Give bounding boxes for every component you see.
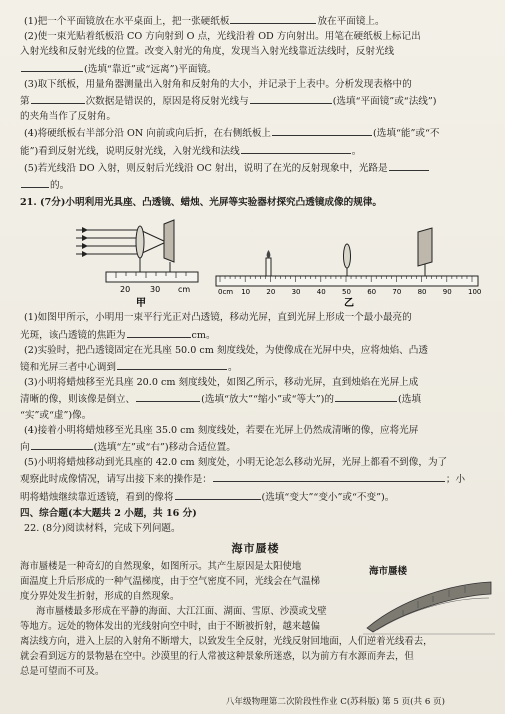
convex-lens (136, 226, 144, 258)
text: (选填 (397, 394, 421, 406)
bench-tick-label: 30 (291, 288, 301, 297)
text: “实”或“虚”)像。 (20, 409, 92, 421)
q21-part5-cont (20, 470, 491, 487)
figure-jia (76, 220, 198, 308)
text: (2)使一束光贴着纸板沿 CO 方向射到 O 点，光线沿着 OD 方向射出。用笔在硬纸板上标记出 (24, 31, 421, 43)
bench-tick-label: 50 (342, 288, 351, 297)
bench-tick-label: 100 (468, 288, 482, 297)
text: ；小 (445, 474, 466, 486)
q22-title (20, 521, 491, 536)
article-line: 度分界处发生折射，形成的自然现象。 (20, 591, 180, 603)
answer-blank[interactable] (21, 176, 49, 188)
text: (1)把一个平面镜放在水平桌面上，把一张硬纸板 (24, 16, 230, 27)
q20-part5-cont (20, 176, 491, 193)
text: 光斑，该凸透镜的焦距为 (20, 329, 126, 341)
light-screen (418, 228, 432, 266)
q21-part2 (20, 343, 491, 358)
figure-label-yi: 乙 (344, 298, 354, 309)
answer-blank[interactable] (389, 159, 429, 171)
q21-part5-cont2 (20, 488, 491, 505)
answer-blank[interactable] (31, 438, 93, 450)
q21-figures (20, 212, 491, 308)
article-line: 离法线方向，进入上层的入射角不断增大，以致发生全反射，光线反射回地面，人们逆着光线看去， (20, 636, 433, 648)
article-line: 总是可望而不可及。 (20, 666, 105, 678)
text: 的夹角当作了反射角。 (20, 111, 116, 123)
q20-part3-cont (20, 92, 491, 109)
q21-part1-cont (20, 326, 491, 343)
bench-tick-label: 0cm (218, 288, 234, 297)
q20-part5 (20, 159, 491, 176)
text: (选填“平面镜”或“法线”) (332, 96, 437, 108)
mirage-image-label: 海市蜃楼 (369, 566, 408, 577)
answer-blank[interactable] (136, 390, 200, 402)
bench-tick-label: 40 (316, 288, 326, 297)
text: (选填“变大”“变小”或“不变”)。 (261, 491, 395, 503)
lens (344, 244, 351, 268)
section-4-heading (20, 506, 491, 521)
q20-part1 (20, 12, 491, 29)
q21-part4-cont (20, 438, 491, 455)
text: (选填“左”或“右”)移动合适位置。 (93, 442, 236, 454)
text: 第 (20, 96, 30, 108)
q20-part2-cont2 (20, 60, 491, 77)
q20-part4-cont (20, 142, 491, 159)
article-line: 等地方。远处的物体发出的光线射向空中时，由于不断被折射，越来越偏 (20, 621, 321, 633)
text: 放在平面镜上。 (317, 16, 385, 27)
text: 次数据是错误的，原因是将反射光线与 (85, 96, 249, 108)
q21-part2-cont (20, 358, 491, 375)
text: 四、综合题(本大题共 2 小题，共 16 分) (20, 507, 197, 519)
ruler-label: 30 (150, 285, 161, 295)
text: 明将蜡烛继续靠近透镜，看到的像将 (20, 491, 174, 503)
q21-part3-cont2 (20, 408, 491, 423)
ruler-label: cm (178, 285, 191, 295)
text: 22. (8分)阅读材料，完成下列问题。 (24, 523, 181, 535)
answer-blank[interactable] (335, 390, 397, 402)
text: (选填“靠近”或“远离”)平面镜。 (84, 63, 217, 75)
article-line: 海市蜃楼最多形成在平静的海面、大江江面、湖面、雪原、沙漠或戈壁 (36, 606, 327, 618)
bench-tick-label: 70 (392, 288, 402, 297)
answer-blank[interactable] (21, 60, 83, 72)
q20-part2-cont (20, 44, 491, 59)
text: (5)小明将蜡烛移动到光具座的 42.0 cm 刻度处，小明无论怎么移动光屏，光屏上都看不到像，为了 (24, 457, 448, 469)
bench-tick-label: 10 (241, 288, 251, 297)
q20-part3 (20, 77, 491, 92)
article-line: 海市蜃楼是一种奇幻的自然现象，如图所示。其产生原因是太阳使地 (20, 561, 302, 573)
text: 21. (7分)小明利用光具座、凸透镜、蜡烛、光屏等实验器材探究凸透镜成像的规律。 (20, 197, 382, 209)
q21-part3-cont (20, 390, 491, 407)
figure-yi (216, 228, 481, 308)
text: 入射光线和反射光线的位置。改变入射光的角度，发现当入射光线靠近法线时，反射光线 (20, 46, 395, 58)
text: (5)若光线沿 DO 入射，则反射后光线沿 OC 射出，说明了在光的反射现象中，光路是 (24, 162, 388, 174)
q20-part2 (20, 29, 491, 44)
mirage-illustration (363, 568, 495, 636)
ruler-label: 20 (120, 285, 131, 295)
article-line: 面温度上升后形成的一种气温梯度，由于空气密度不同，光线会在气温梯 (20, 576, 321, 588)
text: (选填“放大”“缩小”或“等大”)的 (201, 394, 334, 406)
article-line: 就会看到远方的景物悬在空中。沙漠里的行人常被这种景象所迷惑，以为前方有水源而奔去，但 (20, 651, 414, 663)
article-title: 海市蜃楼 (231, 542, 280, 556)
text: (3)取下纸板，用量角器测量出入射角和反射角的大小，并记录于上表中。分析发现表格中的 (24, 78, 412, 90)
optics-figure (20, 212, 490, 308)
answer-blank[interactable] (127, 326, 191, 338)
answer-blank[interactable] (175, 488, 261, 500)
text: (2)实验时，把凸透镜固定在光具座 50.0 cm 刻度线处，为使像成在光屏中央，应将烛焰、凸透 (24, 344, 428, 356)
answer-blank[interactable] (31, 92, 85, 104)
bench-tick-label: 60 (367, 288, 377, 297)
answer-blank[interactable] (241, 142, 351, 154)
answer-blank[interactable] (213, 470, 445, 482)
candle (266, 258, 271, 276)
text: 的。 (50, 180, 70, 192)
text: 。 (351, 145, 362, 157)
q21-part3 (20, 375, 491, 390)
text: 。 (227, 362, 238, 374)
text: 向 (20, 442, 30, 454)
q21-part1 (20, 310, 491, 325)
bench-tick-label: 80 (417, 288, 427, 297)
text: cm。 (191, 329, 216, 341)
page-footer: 八年级物理第二次阶段性作业 C(苏科版) 第 5 页(共 6 页) (225, 696, 445, 707)
text: 镜和光屏三者中心调到 (20, 362, 116, 374)
answer-blank[interactable] (250, 92, 332, 104)
q21-part4 (20, 423, 491, 438)
candle-flame (267, 250, 271, 258)
text: 清晰的像，则该像是倒立、 (20, 394, 136, 406)
text: 能”)看到反射光线，说明反射光线，入射光线和法线 (20, 145, 240, 157)
q21-title (20, 195, 491, 210)
text: 观察此时成像情况，请写出接下来的操作是： (20, 474, 212, 486)
text: (选填“能”或“不 (373, 128, 440, 140)
q21-part5 (20, 455, 491, 470)
figure-label-jia: 甲 (136, 298, 146, 309)
answer-blank[interactable] (272, 124, 372, 136)
q20-part4 (20, 124, 491, 141)
bench-tick-label: 20 (266, 288, 276, 297)
q20-part3-cont2 (20, 109, 491, 124)
bench-tick-label: 90 (442, 288, 452, 297)
text: (3)小明将蜡烛移至光具座 20.0 cm 刻度线处，如图乙所示，移动光屏，直到烛焰在光屏上成 (24, 377, 419, 389)
text: (4)接着小明将蜡烛移至光具座 35.0 cm 刻度线处，若要在光屏上仍然成清晰的像，应将光屏 (24, 424, 419, 436)
text: (1)如图甲所示，小明用一束平行光正对凸透镜，移动光屏，直到光屏上形成一个最小最亮的 (24, 312, 412, 324)
answer-blank[interactable] (230, 12, 316, 24)
answer-blank[interactable] (117, 358, 227, 370)
text: (4)将硬纸板右半部分沿 ON 向前或向后折，在右侧纸板上 (24, 128, 272, 140)
screen (164, 220, 174, 262)
